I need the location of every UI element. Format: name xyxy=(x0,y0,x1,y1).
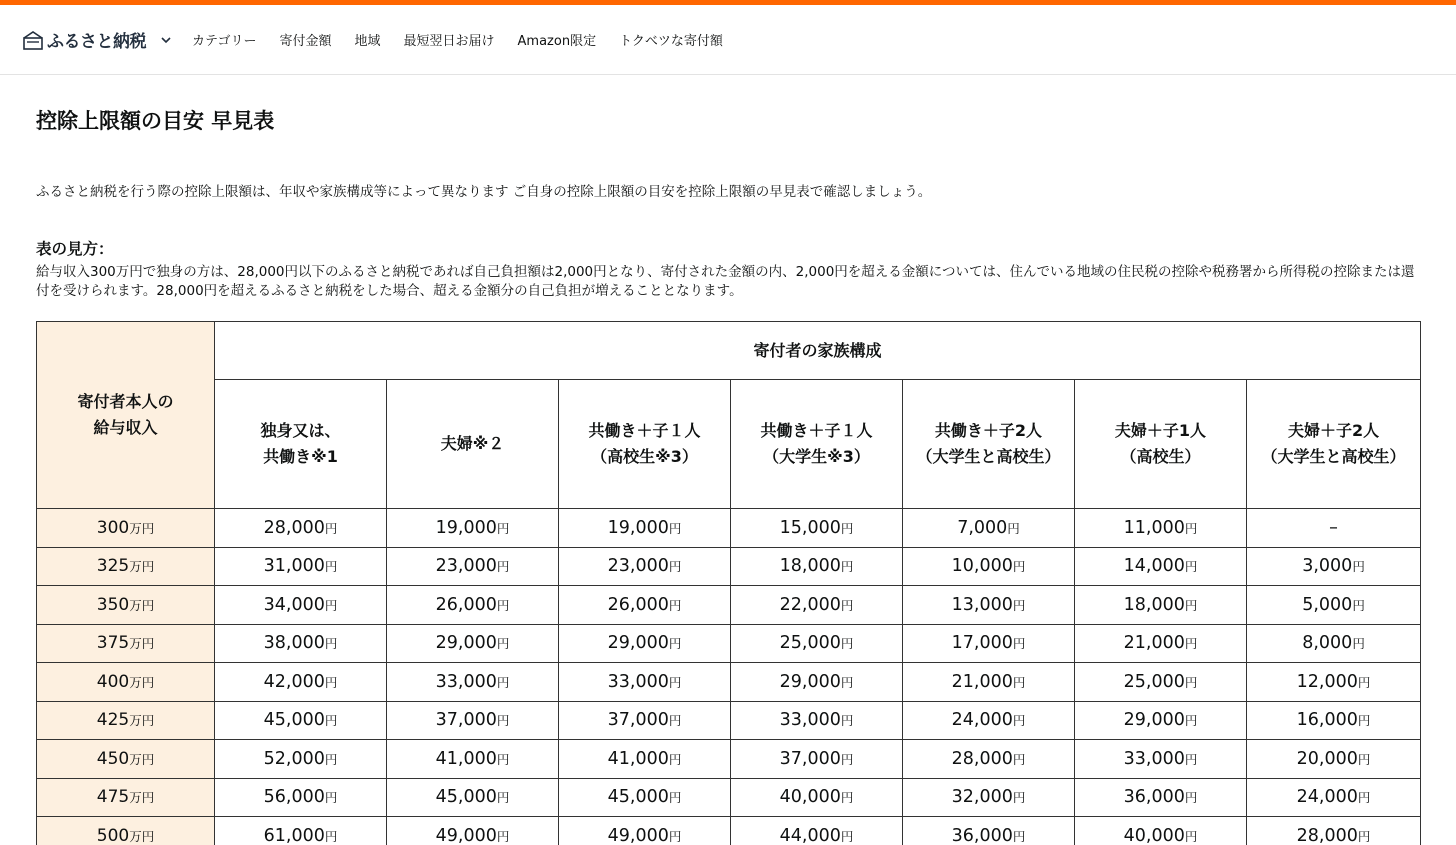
yen-unit: 円 xyxy=(1184,597,1198,613)
limit-cell xyxy=(387,778,559,817)
howto-heading: 表の見方： xyxy=(36,240,114,258)
nav-item-amazon-limited[interactable]: Amazon限定 xyxy=(517,34,597,49)
limit-cell xyxy=(1247,778,1421,817)
limit-cell xyxy=(1247,586,1421,625)
limit-cell xyxy=(731,817,903,845)
yen-unit: 円 xyxy=(1184,828,1198,844)
limit-cell xyxy=(903,740,1075,779)
column-header-line1: 夫婦＋子1人 xyxy=(1114,421,1207,440)
nav-item-category[interactable]: カテゴリー xyxy=(192,34,257,49)
limit-cell xyxy=(215,547,387,586)
limit-value: 5,000 xyxy=(1302,594,1353,615)
yen-unit: 円 xyxy=(668,520,682,536)
limit-value: 21,000 xyxy=(1123,633,1185,654)
limit-cell xyxy=(387,701,559,740)
limit-value: 19,000 xyxy=(607,517,669,538)
income-value: 475 xyxy=(96,787,130,808)
yen-unit: 円 xyxy=(496,751,510,767)
table-row xyxy=(37,778,1421,817)
limit-cell xyxy=(1075,547,1247,586)
column-header-line2: 共働き※1 xyxy=(263,447,338,466)
limit-value: 17,000 xyxy=(951,633,1013,654)
limit-value: 33,000 xyxy=(779,710,841,731)
limit-value: – xyxy=(1329,517,1338,538)
limit-cell xyxy=(559,740,731,779)
top-navigation xyxy=(0,5,1456,75)
income-unit: 万円 xyxy=(129,674,155,690)
limit-value: 40,000 xyxy=(1123,825,1185,845)
intro-text: ふるさと納税を行う際の控除上限額は、年収や家族構成等によって異なります ご自身の控除上限額の目安を控除上限額の早見表で確認しましょう。 xyxy=(36,184,932,200)
yen-unit: 円 xyxy=(324,597,338,613)
yen-unit: 円 xyxy=(1184,636,1198,652)
limit-value: 45,000 xyxy=(263,710,325,731)
limit-value: 8,000 xyxy=(1302,633,1353,654)
limit-value: 23,000 xyxy=(607,556,669,577)
limit-cell xyxy=(215,586,387,625)
column-header-line1: 共働き＋子2人 xyxy=(934,421,1043,440)
table-row xyxy=(37,509,1421,548)
yen-unit: 円 xyxy=(668,713,682,729)
income-cell xyxy=(37,740,215,779)
yen-unit: 円 xyxy=(324,674,338,690)
chevron-down-icon[interactable] xyxy=(160,34,172,46)
main-content xyxy=(0,75,1456,845)
limit-cell xyxy=(559,817,731,845)
income-unit: 万円 xyxy=(129,790,155,806)
yen-unit: 円 xyxy=(840,790,854,806)
income-cell xyxy=(37,778,215,817)
limit-cell xyxy=(903,817,1075,845)
limit-cell xyxy=(731,701,903,740)
column-header-line1: 共働き＋子１人 xyxy=(760,421,873,440)
table-row xyxy=(37,586,1421,625)
yen-unit: 円 xyxy=(1007,520,1020,536)
limit-cell xyxy=(387,663,559,702)
limit-value: 26,000 xyxy=(607,594,669,615)
limit-cell xyxy=(559,624,731,663)
limit-value: 29,000 xyxy=(1123,710,1185,731)
limit-cell xyxy=(1075,740,1247,779)
limit-value: 10,000 xyxy=(951,556,1013,577)
column-header-line1: 共働き＋子１人 xyxy=(588,421,701,440)
yen-unit: 円 xyxy=(840,751,854,767)
limit-value: 49,000 xyxy=(607,825,669,845)
table-row xyxy=(37,817,1421,845)
limit-cell xyxy=(387,547,559,586)
yen-unit: 円 xyxy=(324,636,338,652)
limit-cell xyxy=(731,778,903,817)
limit-value: 25,000 xyxy=(1123,671,1185,692)
limit-cell xyxy=(903,663,1075,702)
yen-unit: 円 xyxy=(1357,674,1371,690)
income-unit: 万円 xyxy=(129,751,155,767)
column-header-line2: （高校生※3） xyxy=(591,447,698,466)
limit-value: 28,000 xyxy=(951,748,1013,769)
yen-unit: 円 xyxy=(1357,713,1371,729)
limit-value: 36,000 xyxy=(1123,787,1185,808)
limit-value: 45,000 xyxy=(435,787,497,808)
yen-unit: 円 xyxy=(324,828,338,844)
limit-cell xyxy=(559,547,731,586)
limit-value: 25,000 xyxy=(779,633,841,654)
column-header-line2: （大学生と高校生） xyxy=(916,447,1061,466)
limit-value: 21,000 xyxy=(951,671,1013,692)
income-cell xyxy=(37,663,215,702)
limit-value: 31,000 xyxy=(263,556,325,577)
yen-unit: 円 xyxy=(496,790,510,806)
yen-unit: 円 xyxy=(1012,597,1026,613)
limit-cell xyxy=(1247,740,1421,779)
yen-unit: 円 xyxy=(840,713,854,729)
limit-cell xyxy=(559,509,731,548)
limit-value: 41,000 xyxy=(435,748,497,769)
limit-value: 26,000 xyxy=(435,594,497,615)
yen-unit: 円 xyxy=(668,559,682,575)
income-header-line2: 給与収入 xyxy=(93,418,158,437)
yen-unit: 円 xyxy=(840,559,854,575)
limit-cell xyxy=(1075,586,1247,625)
yen-unit: 円 xyxy=(668,636,682,652)
limit-value: 20,000 xyxy=(1296,748,1358,769)
limit-cell xyxy=(215,624,387,663)
limit-cell xyxy=(559,586,731,625)
yen-unit: 円 xyxy=(840,597,854,613)
column-header-line2: （大学生※3） xyxy=(763,447,870,466)
limit-value: 14,000 xyxy=(1123,556,1185,577)
limit-value: 29,000 xyxy=(779,671,841,692)
limit-value: 13,000 xyxy=(951,594,1013,615)
limit-cell xyxy=(731,663,903,702)
limit-value: 32,000 xyxy=(951,787,1013,808)
limit-value: 29,000 xyxy=(607,633,669,654)
limit-cell xyxy=(215,663,387,702)
yen-unit: 円 xyxy=(840,636,854,652)
limit-cell xyxy=(903,547,1075,586)
limit-cell xyxy=(1247,663,1421,702)
yen-unit: 円 xyxy=(1352,597,1365,613)
limit-cell xyxy=(903,586,1075,625)
limit-cell xyxy=(731,740,903,779)
limit-cell xyxy=(215,740,387,779)
limit-cell xyxy=(559,778,731,817)
limit-cell xyxy=(731,624,903,663)
yen-unit: 円 xyxy=(1012,636,1026,652)
income-value: 350 xyxy=(96,594,130,615)
income-cell xyxy=(37,624,215,663)
yen-unit: 円 xyxy=(1012,751,1026,767)
yen-unit: 円 xyxy=(840,674,854,690)
limit-cell xyxy=(1075,624,1247,663)
yen-unit: 円 xyxy=(668,790,682,806)
limit-cell xyxy=(387,624,559,663)
limit-value: 40,000 xyxy=(779,787,841,808)
limit-cell xyxy=(903,778,1075,817)
income-value: 325 xyxy=(96,556,130,577)
yen-unit: 円 xyxy=(1184,751,1198,767)
limit-cell xyxy=(1075,509,1247,548)
yen-unit: 円 xyxy=(1012,790,1026,806)
column-header-line2: （高校生） xyxy=(1120,447,1201,466)
income-unit: 万円 xyxy=(129,828,155,844)
limit-value: 22,000 xyxy=(779,594,841,615)
limit-value: 29,000 xyxy=(435,633,497,654)
limit-cell xyxy=(215,778,387,817)
limit-value: 28,000 xyxy=(263,517,325,538)
limit-cell xyxy=(1247,701,1421,740)
limit-value: 45,000 xyxy=(607,787,669,808)
limit-cell xyxy=(387,509,559,548)
limit-value: 33,000 xyxy=(435,671,497,692)
limit-value: 3,000 xyxy=(1302,556,1353,577)
limit-cell xyxy=(559,701,731,740)
column-header-3 xyxy=(731,380,903,509)
income-unit: 万円 xyxy=(129,636,155,652)
limit-value: 41,000 xyxy=(607,748,669,769)
table-row xyxy=(37,624,1421,663)
yen-unit: 円 xyxy=(496,674,510,690)
income-column-header xyxy=(37,322,215,509)
yen-unit: 円 xyxy=(1184,713,1198,729)
limit-cell xyxy=(387,586,559,625)
income-header-line1: 寄付者本人の xyxy=(77,392,174,411)
nav-item-region[interactable]: 地域 xyxy=(354,34,381,49)
column-header-6 xyxy=(1247,380,1421,509)
limit-cell xyxy=(1247,509,1421,548)
limit-value: 37,000 xyxy=(435,710,497,731)
limit-cell xyxy=(387,817,559,845)
limit-value: 28,000 xyxy=(1296,825,1358,845)
yen-unit: 円 xyxy=(324,520,338,536)
limit-value: 33,000 xyxy=(607,671,669,692)
yen-unit: 円 xyxy=(496,713,510,729)
income-value: 450 xyxy=(96,748,130,769)
limit-value: 23,000 xyxy=(435,556,497,577)
gift-box-icon xyxy=(22,29,44,51)
yen-unit: 円 xyxy=(1184,520,1198,536)
limit-value: 19,000 xyxy=(435,517,497,538)
yen-unit: 円 xyxy=(496,520,510,536)
limit-value: 11,000 xyxy=(1123,517,1185,538)
income-value: 400 xyxy=(96,671,130,692)
limit-cell xyxy=(1075,701,1247,740)
limit-cell xyxy=(1247,547,1421,586)
yen-unit: 円 xyxy=(1184,674,1198,690)
column-header-line1: 独身又は、 xyxy=(260,421,341,440)
yen-unit: 円 xyxy=(1357,790,1371,806)
yen-unit: 円 xyxy=(668,597,682,613)
limit-value: 61,000 xyxy=(263,825,325,845)
limit-value: 15,000 xyxy=(779,517,841,538)
yen-unit: 円 xyxy=(324,559,338,575)
column-header-5 xyxy=(1075,380,1247,509)
limit-value: 37,000 xyxy=(779,748,841,769)
yen-unit: 円 xyxy=(1352,559,1365,575)
howto-text: 給与収入300万円で独身の方は、28,000円以下のふるさと納税であれば自己負担額は2,000円となり、寄付された金額の内、2,000円を超える金額については、住んでいる地域の住民税の控除や税務署から所得税の控除または還付を受けられます。28,000円を超えるふるさと納税をした場合、超える金額分の自己負担が増えることとなります。 xyxy=(36,264,1415,299)
yen-unit: 円 xyxy=(324,790,338,806)
yen-unit: 円 xyxy=(668,674,682,690)
yen-unit: 円 xyxy=(1012,559,1026,575)
column-header-1 xyxy=(387,380,559,509)
limit-cell xyxy=(1075,817,1247,845)
income-unit: 万円 xyxy=(129,713,155,729)
income-unit: 万円 xyxy=(129,559,155,575)
nav-item-next-day-delivery[interactable]: 最短翌日お届け xyxy=(403,34,495,49)
column-header-0 xyxy=(215,380,387,509)
yen-unit: 円 xyxy=(668,751,682,767)
yen-unit: 円 xyxy=(496,636,510,652)
limit-value: 24,000 xyxy=(951,710,1013,731)
yen-unit: 円 xyxy=(1012,674,1026,690)
limit-value: 42,000 xyxy=(263,671,325,692)
limit-value: 36,000 xyxy=(951,825,1013,845)
nav-item-donation-amount[interactable]: 寄付金額 xyxy=(279,34,332,49)
limit-cell xyxy=(1075,663,1247,702)
yen-unit: 円 xyxy=(1184,790,1198,806)
income-cell xyxy=(37,586,215,625)
limit-cell xyxy=(387,740,559,779)
limit-value: 24,000 xyxy=(1296,787,1358,808)
table-row xyxy=(37,740,1421,779)
column-header-line2: （大学生と高校生） xyxy=(1261,447,1406,466)
income-value: 500 xyxy=(96,825,130,845)
limit-value: 37,000 xyxy=(607,710,669,731)
limit-cell xyxy=(215,817,387,845)
limit-value: 56,000 xyxy=(263,787,325,808)
limit-cell xyxy=(559,663,731,702)
income-cell xyxy=(37,547,215,586)
limit-value: 34,000 xyxy=(263,594,325,615)
yen-unit: 円 xyxy=(840,520,854,536)
limit-value: 38,000 xyxy=(263,633,325,654)
limit-cell xyxy=(731,586,903,625)
limit-value: 16,000 xyxy=(1296,710,1358,731)
yen-unit: 円 xyxy=(1184,559,1198,575)
column-header-4 xyxy=(903,380,1075,509)
column-header-line1: 夫婦＋子2人 xyxy=(1287,421,1380,440)
yen-unit: 円 xyxy=(1012,713,1026,729)
yen-unit: 円 xyxy=(1357,828,1371,844)
limit-value: 18,000 xyxy=(1123,594,1185,615)
limit-value: 49,000 xyxy=(435,825,497,845)
limit-value: 12,000 xyxy=(1296,671,1358,692)
income-cell xyxy=(37,509,215,548)
table-body xyxy=(37,509,1421,845)
income-cell xyxy=(37,817,215,845)
yen-unit: 円 xyxy=(496,597,510,613)
limit-cell xyxy=(903,701,1075,740)
yen-unit: 円 xyxy=(668,828,682,844)
limit-cell xyxy=(1247,817,1421,845)
income-unit: 万円 xyxy=(129,520,155,536)
limit-value: 52,000 xyxy=(263,748,325,769)
page-title: 控除上限額の目安 早見表 xyxy=(36,109,275,133)
yen-unit: 円 xyxy=(496,559,510,575)
limit-value: 18,000 xyxy=(779,556,841,577)
table-row xyxy=(37,663,1421,702)
limit-value: 33,000 xyxy=(1123,748,1185,769)
limit-cell xyxy=(731,509,903,548)
family-composition-header: 寄付者の家族構成 xyxy=(215,322,1421,380)
income-value: 300 xyxy=(96,517,130,538)
limit-cell xyxy=(903,509,1075,548)
limit-value: 44,000 xyxy=(779,825,841,845)
limit-cell xyxy=(903,624,1075,663)
nav-item-special-amount[interactable]: トクベツな寄付額 xyxy=(619,34,723,49)
table-row xyxy=(37,701,1421,740)
yen-unit: 円 xyxy=(324,751,338,767)
yen-unit: 円 xyxy=(496,828,510,844)
limit-cell xyxy=(731,547,903,586)
income-value: 425 xyxy=(96,710,130,731)
limit-value: 7,000 xyxy=(957,517,1008,538)
yen-unit: 円 xyxy=(324,713,338,729)
brand-title: ふるさと納税 xyxy=(47,32,146,52)
limit-cell xyxy=(215,701,387,740)
yen-unit: 円 xyxy=(1012,828,1026,844)
income-unit: 万円 xyxy=(129,597,155,613)
deduction-limit-table xyxy=(36,321,1421,845)
table-row xyxy=(37,547,1421,586)
limit-cell xyxy=(1247,624,1421,663)
limit-cell xyxy=(215,509,387,548)
yen-unit: 円 xyxy=(840,828,854,844)
yen-unit: 円 xyxy=(1357,751,1371,767)
brand-menu[interactable] xyxy=(22,27,192,52)
income-value: 375 xyxy=(96,633,130,654)
limit-cell xyxy=(1075,778,1247,817)
income-cell xyxy=(37,701,215,740)
column-header-line1: 夫婦※２ xyxy=(440,434,505,453)
column-header-2 xyxy=(559,380,731,509)
family-column-headers xyxy=(37,380,1421,509)
yen-unit: 円 xyxy=(1352,636,1365,652)
